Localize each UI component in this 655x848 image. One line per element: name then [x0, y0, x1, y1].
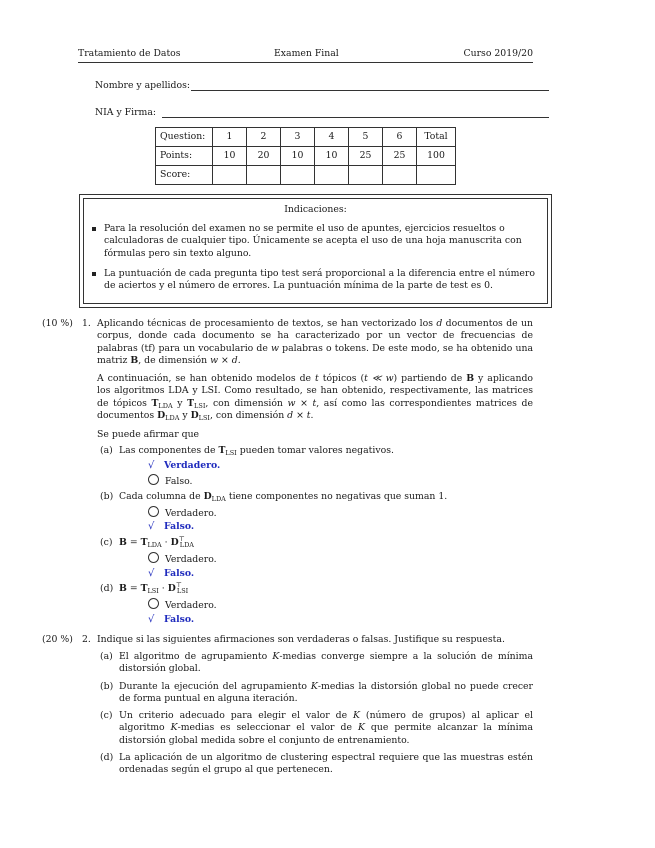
option-label: Verdadero. [165, 600, 217, 611]
points-cell: 10 [213, 147, 247, 166]
total-points: 100 [417, 147, 456, 166]
item-text: Las componentes de $T_{LSI}$ pueden tomar valores negativos. [119, 445, 394, 457]
q1d-option-true[interactable] [148, 598, 217, 612]
q1-number: 1. [82, 318, 91, 329]
score-cell[interactable] [247, 166, 281, 185]
exam-title: Examen Final [274, 48, 339, 59]
item-label: (a) [100, 651, 113, 662]
item-label: (b) [100, 681, 114, 692]
total-header: Total [417, 128, 456, 147]
option-label: Falso. [165, 476, 193, 487]
bullet-icon [92, 227, 96, 231]
q1-weight: (10 %) [42, 318, 73, 329]
checkmark-icon: √ [148, 521, 155, 532]
item-formula: $B = T_{LSI} \cdot D^⊤_{LSI}$ [119, 581, 189, 595]
points-cell: 10 [315, 147, 349, 166]
item-label: (c) [100, 537, 113, 548]
option-label: Falso. [164, 521, 195, 532]
nia-label: NIA y Firma: [95, 107, 157, 118]
item-text: El algoritmo de agrupamiento K-medias converge siempre a la solución de mínima distorsión global. [119, 651, 533, 675]
item-label: (d) [100, 752, 114, 763]
q1d-option-false[interactable] [148, 613, 194, 626]
item-label: (b) [100, 491, 114, 502]
item-text: La aplicación de un algoritmo de clustering espectral requiere que las muestras estén ordenadas según el grupo al que pertenecen. [119, 752, 533, 776]
instructions-box [79, 194, 552, 308]
q1-paragraph-1: Aplicando técnicas de procesamiento de textos, se han vectorizado los d documentos de un corpus, donde cada documento se ha caracterizado por un vector de frecuencias de palabras (tf) para un vocabulario de w palabras o tokens. De este modo, se ha obtenido una matriz B, de dimensión w × d. [97, 318, 533, 367]
question-number: 3 [281, 128, 315, 147]
radio-circle-icon [148, 598, 159, 609]
q1-paragraph-2: A continuación, se han obtenido modelos de t tópicos (t ≪ w) partiendo de B y aplicando los algoritmos LDA y LSI. Como resultado, se han obtenido, respectivamente, las matrices de tópicos $T_{LDA}$ y $T_{LSI}$, con dimensión w × t, así como las correspondientes matrices de documentos $D_{LDA}$ y $D_{LSI}$, con dimensión d × t. [97, 373, 533, 423]
instruction-text: Para la resolución del examen no se permite el uso de apuntes, ejercicios resueltos o calculadoras de cualquier tipo. Únicamente se acepta el uso de una hoja manuscrita con fórmulas pero sin texto alguno. [104, 223, 522, 259]
row-label: Score: [156, 166, 213, 185]
score-cell[interactable] [417, 166, 456, 185]
score-cell[interactable] [281, 166, 315, 185]
q2-weight: (20 %) [42, 634, 73, 645]
option-label: Falso. [164, 568, 195, 579]
nia-line[interactable] [162, 117, 549, 118]
q1b-option-false[interactable] [148, 520, 194, 533]
checkmark-icon: √ [148, 614, 155, 625]
name-label: Nombre y apellidos: [95, 80, 190, 91]
q2-number: 2. [82, 634, 91, 645]
checkmark-icon: √ [148, 568, 155, 579]
table-row [156, 147, 456, 166]
radio-circle-icon [148, 474, 159, 485]
bullet-icon [92, 272, 96, 276]
course-year: Curso 2019/20 [463, 48, 533, 59]
points-cell: 20 [247, 147, 281, 166]
q1c-option-true[interactable] [148, 552, 217, 566]
item-text: Un criterio adecuado para elegir el valor de K (número de grupos) al aplicar el algoritmo K-medias es seleccionar el valor de K que permite alcanzar la mínima distorsión global medida sobre el conjunto de entrenamiento. [119, 710, 533, 746]
option-label: Verdadero. [165, 508, 217, 519]
nia-field[interactable] [95, 107, 156, 119]
score-cell[interactable] [213, 166, 247, 185]
page-header [78, 48, 533, 63]
option-label: Verdadero. [165, 554, 217, 565]
item-label: (a) [100, 445, 113, 456]
table-row [156, 128, 456, 147]
option-label: Falso. [164, 614, 195, 625]
instruction-item [104, 268, 544, 293]
question-number: 5 [349, 128, 383, 147]
checkmark-icon: √ [148, 460, 155, 471]
question-number: 6 [383, 128, 417, 147]
question-number: 1 [213, 128, 247, 147]
instruction-item [104, 223, 544, 260]
score-cell[interactable] [315, 166, 349, 185]
item-label: (d) [100, 583, 114, 594]
course-title: Tratamiento de Datos [78, 48, 181, 59]
q2-lead: Indique si las siguientes afirmaciones son verdaderas o falsas. Justifique su respuesta. [97, 634, 505, 645]
score-cell[interactable] [349, 166, 383, 185]
instructions-inner-border [83, 198, 548, 304]
question-number: 4 [315, 128, 349, 147]
q1a-option-true[interactable] [148, 459, 220, 472]
q1a-option-false[interactable] [148, 474, 193, 488]
item-text: Durante la ejecución del agrupamiento K-medias la distorsión global no puede crecer de forma puntual en alguna iteración. [119, 681, 533, 705]
instruction-text: La puntuación de cada pregunta tipo test será proporcional a la diferencia entre el número de aciertos y el número de errores. La puntuación mínima de la parte de test es 0. [104, 268, 535, 292]
radio-circle-icon [148, 552, 159, 563]
item-label: (c) [100, 710, 113, 721]
points-cell: 25 [349, 147, 383, 166]
row-label: Points: [156, 147, 213, 166]
q1c-option-false[interactable] [148, 567, 194, 580]
radio-circle-icon [148, 506, 159, 517]
row-label: Question: [156, 128, 213, 147]
q1b-option-true[interactable] [148, 506, 217, 520]
instructions-title: Indicaciones: [284, 204, 347, 215]
option-label: Verdadero. [164, 460, 221, 471]
question-number: 2 [247, 128, 281, 147]
item-formula: $B = T_{LDA} \cdot D^⊤_{LDA}$ [119, 535, 195, 549]
name-line[interactable] [191, 90, 549, 91]
item-text: Cada columna de $D_{LDA}$ tiene componentes no negativas que suman 1. [119, 491, 448, 503]
points-cell: 10 [281, 147, 315, 166]
grade-table [155, 127, 456, 185]
name-field[interactable] [95, 80, 190, 92]
score-cell[interactable] [383, 166, 417, 185]
table-row [156, 166, 456, 185]
q1-lead: Se puede afirmar que [97, 429, 200, 440]
points-cell: 25 [383, 147, 417, 166]
